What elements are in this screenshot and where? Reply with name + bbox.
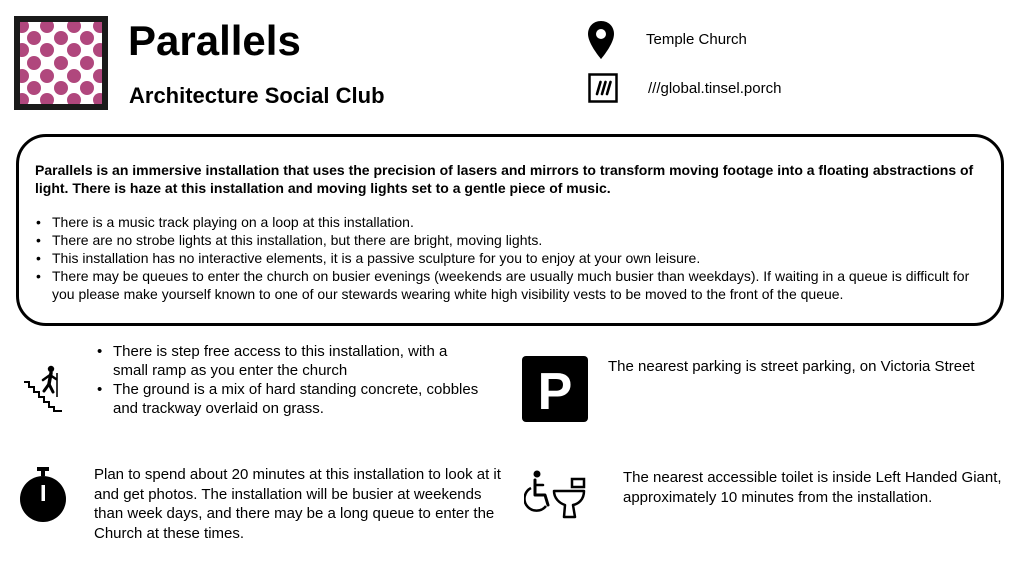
description-bullet: • There are no strobe lights at this installation, but there are bright, moving lights. bbox=[35, 231, 985, 249]
description-box bbox=[16, 134, 1004, 326]
stopwatch-icon bbox=[18, 466, 68, 524]
what3words-address: ///global.tinsel.porch bbox=[648, 80, 782, 97]
access-list bbox=[96, 342, 486, 418]
description-bullet: • There is a music track playing on a loop at this installation. bbox=[35, 213, 985, 231]
parallels-logo-icon bbox=[14, 16, 108, 110]
location-text: Temple Church bbox=[646, 31, 747, 48]
map-pin-icon bbox=[586, 20, 616, 60]
toilet-text: The nearest accessible toilet is inside Left Handed Giant, approximately 10 minutes from the installation. bbox=[623, 469, 1002, 506]
time-text: Plan to spend about 20 minutes at this installation to look at it and get photos. The installation will be busier at weekends than week days, and there may be a long queue to enter the Church at these times. bbox=[94, 466, 501, 542]
page-title: Parallels bbox=[128, 17, 301, 64]
description-bullet: • This installation has no interactive elements, it is a passive sculpture for you to enjoy at your own leisure. bbox=[35, 249, 985, 267]
page-subtitle: Architecture Social Club bbox=[129, 83, 385, 108]
access-bullet: • The ground is a mix of hard standing concrete, cobbles and trackway overlaid on grass. bbox=[96, 380, 486, 418]
description-bullet: • There may be queues to enter the church on busier evenings (weekends are usually much busier than weekdays). If waiting in a queue is difficult for you please make yourself known to one of our stewards wearing white high visibility vests to be moved to the front of the queue. bbox=[35, 267, 985, 303]
parking-text: The nearest parking is street parking, on Victoria Street bbox=[608, 358, 975, 375]
stairs-icon bbox=[22, 364, 64, 412]
accessible-toilet-icon bbox=[524, 470, 588, 520]
access-bullet: • There is step free access to this installation, with a small ramp as you enter the church bbox=[96, 342, 486, 380]
what3words-icon bbox=[588, 73, 618, 103]
parking-icon bbox=[522, 356, 588, 422]
description-intro: Parallels is an immersive installation that uses the precision of lasers and mirrors to transform moving footage into a floating abstractions of light. There is haze at this installation and moving lights set to a gentle piece of music. bbox=[35, 162, 974, 196]
description-bullets bbox=[35, 213, 985, 303]
parking-glyph: P bbox=[537, 363, 573, 421]
